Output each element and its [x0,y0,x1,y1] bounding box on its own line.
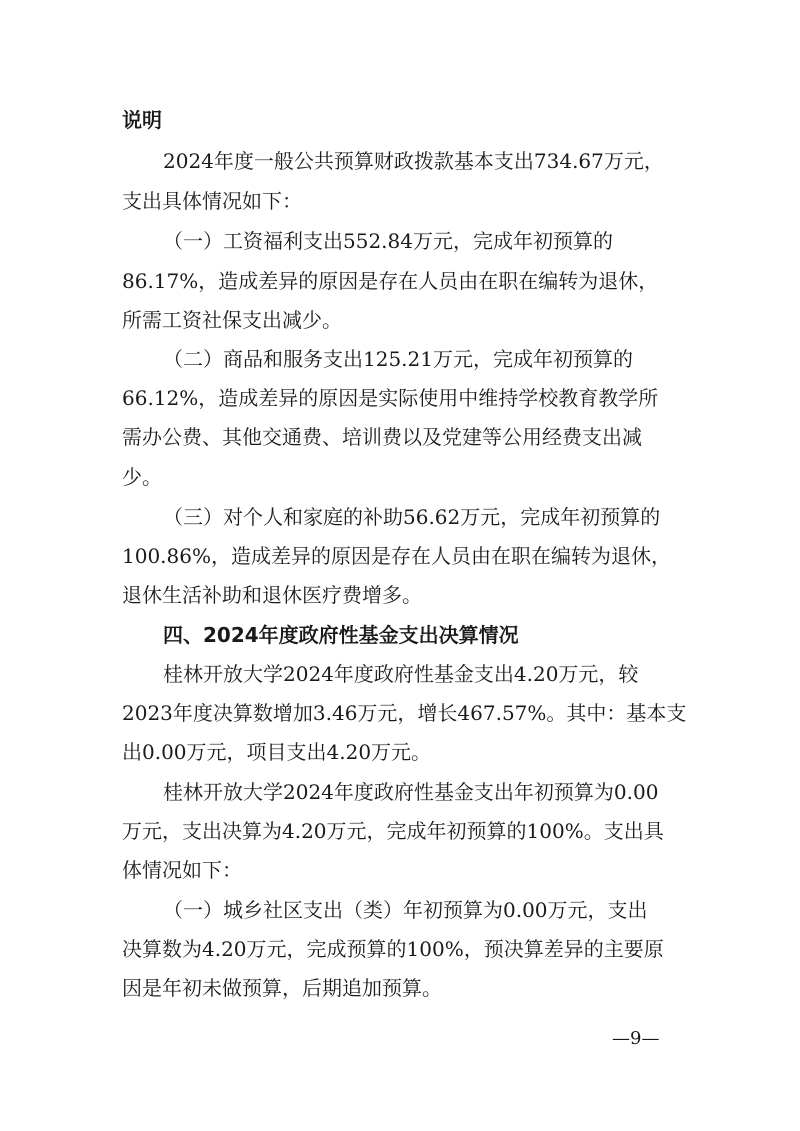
paragraph-line: 体情况如下： [122,858,242,882]
paragraph-line: 少。 [122,465,162,489]
section-4-heading: 四、2024年度政府性基金支出决算情况 [163,623,519,647]
paragraph-line: 支出具体情况如下： [122,189,302,213]
paragraph-line: 需办公费、其他交通费、培训费以及党建等公用经费支出减 [122,425,642,449]
paragraph-line: 万元，支出决算为4.20万元，完成年初预算的100%。支出具 [122,819,664,843]
paragraph-line: 100.86%，造成差异的原因是存在人员由在职在编转为退休， [122,544,671,568]
paragraph-line: 出0.00万元，项目支出4.20万元。 [122,740,432,764]
paragraph-line: 86.17%，造成差异的原因是存在人员由在职在编转为退休， [122,269,659,293]
note-heading: 说明 [122,108,162,132]
paragraph-line: 因是年初未做预算，后期追加预算。 [122,976,442,1000]
paragraph-line: 退休生活补助和退休医疗费增多。 [122,583,422,607]
paragraph-line: （三）对个人和家庭的补助56.62万元，完成年初预算的 [163,505,661,529]
paragraph-line: 决算数为4.20万元，完成预算的100%，预决算差异的主要原 [122,937,664,961]
paragraph-line: （二）商品和服务支出125.21万元，完成年初预算的 [163,347,633,371]
paragraph-line: 2024年度一般公共预算财政拨款基本支出734.67万元， [163,149,664,173]
page-number: —9— [612,1028,660,1049]
paragraph-line: 桂林开放大学2024年度政府性基金支出年初预算为0.00 [163,780,659,804]
paragraph-line: 桂林开放大学2024年度政府性基金支出4.20万元，较 [163,662,639,686]
paragraph-line: 66.12%，造成差异的原因是实际使用中维持学校教育教学所 [122,386,659,410]
paragraph-line: 2023年度决算数增加3.46万元，增长467.57%。其中：基本支 [122,701,687,725]
paragraph-line: （一）工资福利支出552.84万元，完成年初预算的 [163,229,613,253]
paragraph-line: （一）城乡社区支出（类）年初预算为0.00万元，支出 [163,898,648,922]
paragraph-line: 所需工资社保支出减少。 [122,308,342,332]
